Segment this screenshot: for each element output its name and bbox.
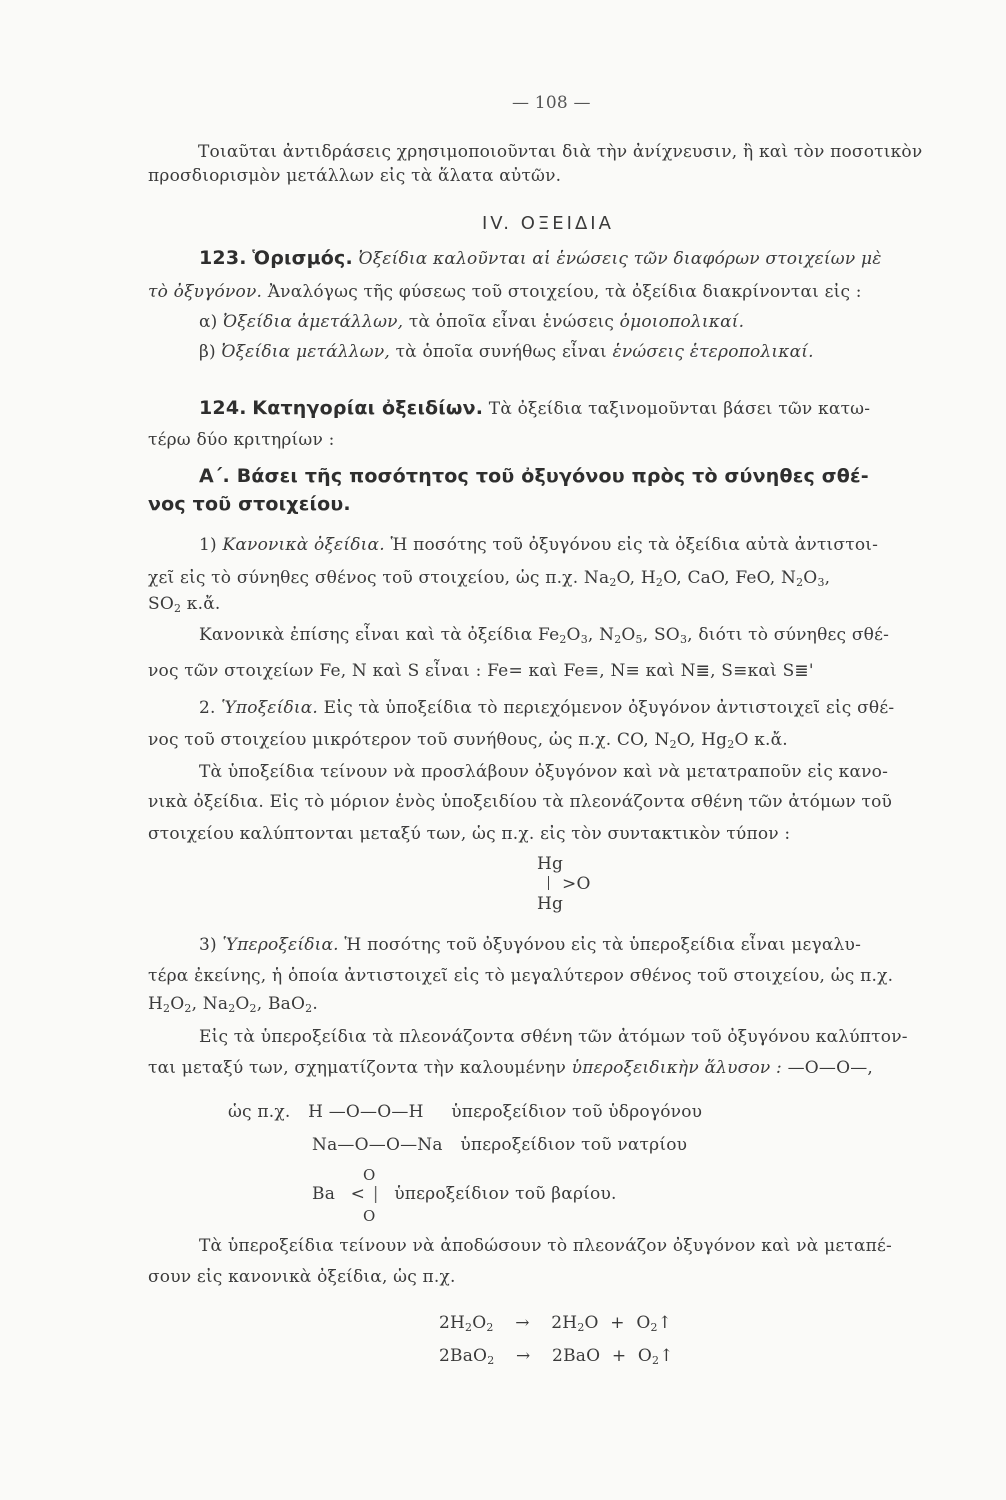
suboxides-line-4: νικὰ ὀξείδια. Εἰς τὸ μόριον ἑνὸς ὑποξειδίου τὰ πλεονάζοντα σθένη τῶν ἀτόμων τοῦ (148, 792, 893, 812)
subsection-a-heading-line-2: νος τοῦ στοιχείου. (148, 493, 351, 515)
section-heading-124: Κατηγορίαι ὀξειδίων. (252, 397, 484, 419)
paragraph-123-line-2: τὸ ὀξυγόνον. Ἀναλόγως τῆς φύσεως τοῦ στοιχείου, τὰ ὀξείδια διακρίνονται εἰς : (148, 282, 862, 302)
intro-line-2: προσδιορισμὸν μετάλλων εἰς τὰ ἅλατα αὐτῶν. (148, 166, 562, 186)
suboxides-line-1: 2. Ὑποξείδια. Εἰς τὰ ὑποξείδια τὸ περιεχόμενον ὀξυγόνον ἀντιστοιχεῖ εἰς σθέ- (199, 698, 895, 718)
normal-oxides-line-1: 1) Κανονικὰ ὀξείδια. Ἡ ποσότης τοῦ ὀξυγόνου εἰς τὰ ὀξείδια αὐτὰ ἀντιστοι- (199, 535, 879, 555)
closing-line-2: σουν εἰς κανονικὰ ὀξείδια, ὡς π.χ. (148, 1267, 456, 1287)
oxide-type-b: β) Ὀξείδια μετάλλων, τὰ ὁποῖα συνήθως εἶναι ἑνώσεις ἑτεροπολικαί. (199, 342, 814, 362)
example-hydrogen-peroxide: ὡς π.χ. H —O—O—H ὑπεροξείδιον τοῦ ὑδρογόνου (228, 1102, 703, 1122)
example-barium-peroxide: Ba < | ὑπεροξείδιον τοῦ βαρίου. (312, 1184, 617, 1204)
barium-peroxide-o-top: O (363, 1166, 376, 1184)
normal-oxides-title: Κανονικὰ ὀξείδια. (222, 535, 385, 555)
normal-oxides-line-3: $SO_2$ κ.ἄ. (148, 594, 221, 615)
peroxides-line-1: 3) Ὑπεροξείδια. Ἡ ποσότης τοῦ ὀξυγόνου εἰς τὰ ὑπεροξείδια εἶναι μεγαλυ- (199, 935, 862, 955)
structure-oxygen: >O (562, 874, 591, 894)
peroxides-line-4: Εἰς τὰ ὑπεροξείδια τὰ πλεονάζοντα σθένη τῶν ἀτόμων τοῦ ὀξυγόνου καλύπτον- (199, 1027, 908, 1047)
peroxides-line-2: τέρα ἐκείνης, ἡ ὁποία ἀντιστοιχεῖ εἰς τὸ μεγαλύτερον σθένος τοῦ στοιχείου, ὡς π.χ. (148, 966, 894, 986)
normal-oxides-line-4: Κανονικὰ ἐπίσης εἶναι καὶ τὰ ὀξείδια $Fe_2O_3$, $N_2O_5$, $SO_3$, διότι τὸ σύνηθες σθέ- (199, 625, 890, 646)
equation-barium-peroxide: $2BaO_2 \to 2BaO + O_2↑$ (439, 1346, 674, 1367)
suboxides-line-3: Τὰ ὑποξείδια τείνουν νὰ προσλάβουν ὀξυγόνον καὶ νὰ μετατραποῦν εἰς κανο- (199, 762, 889, 782)
paragraph-124-line-1: 124. Κατηγορίαι ὀξειδίων. Τὰ ὀξείδια ταξινομοῦνται βάσει τῶν κατω- (199, 397, 871, 419)
section-heading-123: Ὁρισμός. (252, 247, 353, 269)
suboxides-line-2: νος τοῦ στοιχείου μικρότερον τοῦ συνήθους, ὡς π.χ. CO, $N_2O$, $Hg_2O$ κ.ἄ. (148, 730, 788, 751)
suboxides-title: Ὑποξείδια. (221, 698, 319, 718)
peroxides-title: Ὑπεροξείδια. (222, 935, 339, 955)
paragraph-123-line-1 (199, 247, 882, 270)
section-number-124: 124. (199, 397, 247, 419)
oxide-type-a: α) Ὀξείδια ἀμετάλλων, τὰ ὁποῖα εἶναι ἑνώσεις ὁμοιοπολικαί. (199, 312, 745, 332)
example-sodium-peroxide: Na—O—O—Na ὑπεροξείδιον τοῦ νατρίου (312, 1135, 688, 1155)
intro-line-1: Τοιαῦται ἀντιδράσεις χρησιμοποιοῦνται διὰ τὴν ἀνίχνευσιν, ἢ καὶ τὸν ποσοτικὸν (198, 142, 923, 162)
peroxides-line-5: ται μεταξύ των, σχηματίζοντα τὴν καλουμένην ὑπεροξειδικὴν ἅλυσον : —O—O—, (148, 1058, 874, 1078)
peroxides-line-3: $H_2O_2$, $Na_2O_2$, BaO$_2$. (148, 994, 318, 1015)
suboxides-line-5: στοιχείου καλύπτονται μεταξύ των, ὡς π.χ. εἰς τὸν συντακτικὸν τύπον : (148, 824, 791, 844)
section-title: IV. ΟΞΕΙΔΙΑ (482, 213, 614, 234)
structure-bond-line (548, 876, 549, 890)
barium-peroxide-o-bottom: O (363, 1207, 376, 1225)
structure-hg-top: Hg (537, 854, 564, 874)
normal-oxides-line-2: χεῖ εἰς τὸ σύνηθες σθένος τοῦ στοιχείου, ὡς π.χ. $Na_2O$, $H_2O$, CaO, FeO, $N_2O_3$, (148, 568, 831, 589)
subsection-a-heading-line-1: Α΄. Βάσει τῆς ποσότητος τοῦ ὀξυγόνου πρὸς τὸ σύνηθες σθέ- (199, 465, 869, 487)
closing-line-1: Τὰ ὑπεροξείδια τείνουν νὰ ἀποδώσουν τὸ πλεονάζον ὀξυγόνον καὶ νὰ μεταπέ- (199, 1236, 892, 1256)
definition-text: Ὀξείδια καλοῦνται αἱ ἑνώσεις τῶν διαφόρων στοιχείων μὲ (358, 249, 882, 269)
page-number: — 108 — (512, 93, 591, 113)
section-number-123: 123. (199, 247, 247, 269)
paragraph-124-line-2: τέρω δύο κριτηρίων : (148, 430, 335, 450)
structure-hg-bottom: Hg (537, 894, 564, 914)
equation-hydrogen-peroxide: $2H_2O_2 \to 2H_2O$ + $O_2↑$ (439, 1313, 673, 1334)
normal-oxides-line-5: νος τῶν στοιχείων Fe, N καὶ S εἶναι : Fe= καὶ Fe≡, N≡ καὶ N≣, S≡καὶ S≣' (148, 661, 814, 681)
